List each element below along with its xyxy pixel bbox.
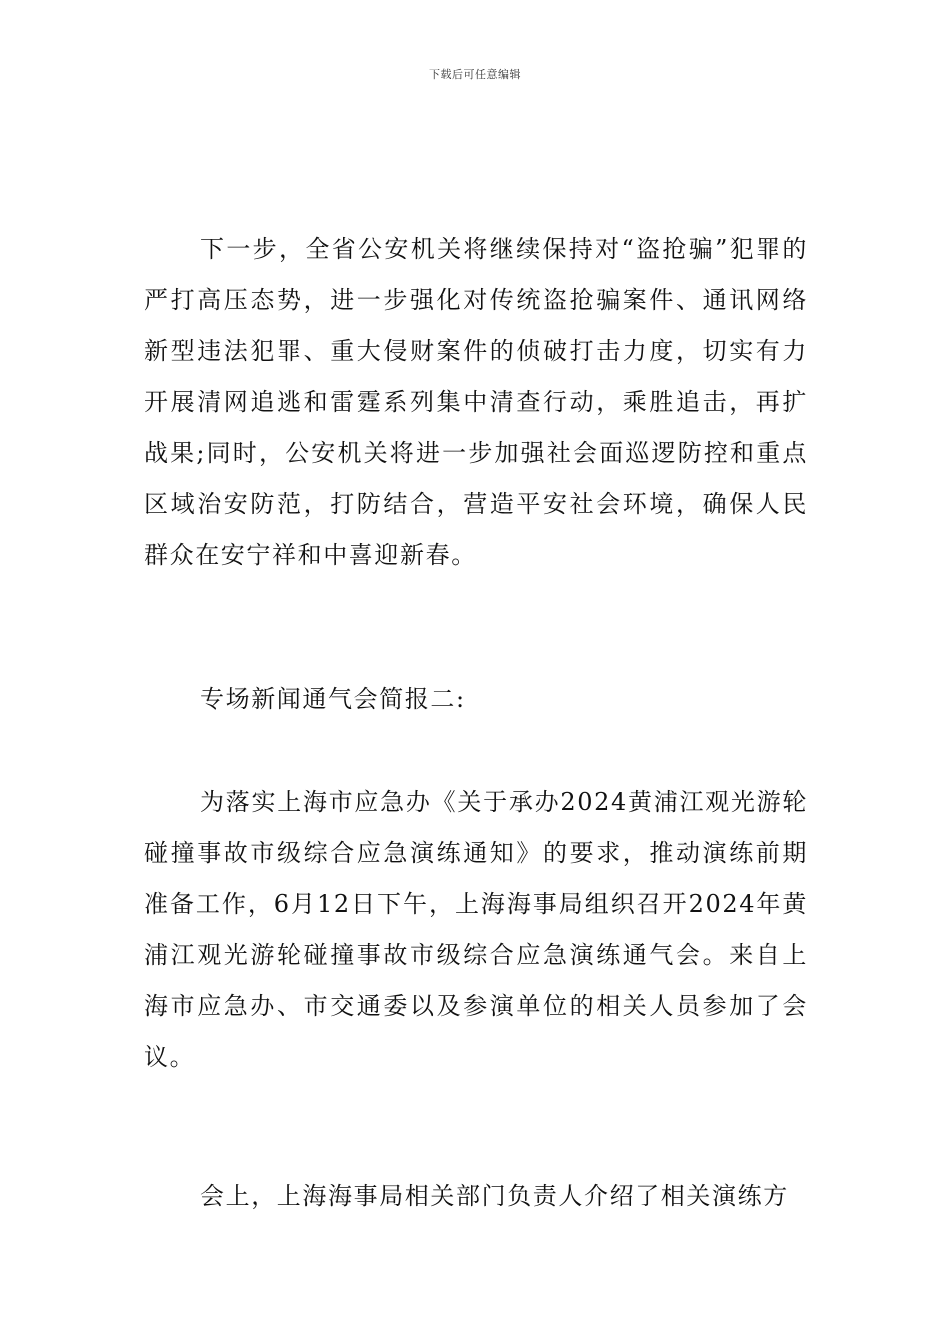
paragraph-meeting-introduction: 会上，上海海事局相关部门负责人介绍了相关演练方 (200, 1182, 789, 1210)
paragraph-follow-up-actions: 下一步，全省公安机关将继续保持对“盗抢骗”犯罪的严打高压态势，进一步强化对传统盗抢骗案件、通讯网络新型违法犯罪、重大侵财案件的侦破打击力度，切实有力开展清网追逃和雷霆系列集中清查行动，乘胜追击，再扩战果;同时，公安机关将进一步加强社会面巡逻防控和重点区域治安防范，打防结合，营造平安社会环境，确保人民群众在安宁祥和中喜迎新春。 (144, 235, 808, 569)
section-heading-briefing-two: 专场新闻通气会简报二: (200, 685, 466, 713)
paragraph-drill-meeting: 为落实上海市应急办《关于承办2024黄浦江观光游轮碰撞事故市级综合应急演练通知》的要求，推动演练前期准备工作，6月12日下午，上海海事局组织召开2024年黄浦江观光游轮碰撞事故市级综合应急演练通气会。来自上海市应急办、市交通委以及参演单位的相关人员参加了会议。 (144, 788, 808, 1071)
page-header: 下载后可任意编辑 (429, 68, 521, 81)
